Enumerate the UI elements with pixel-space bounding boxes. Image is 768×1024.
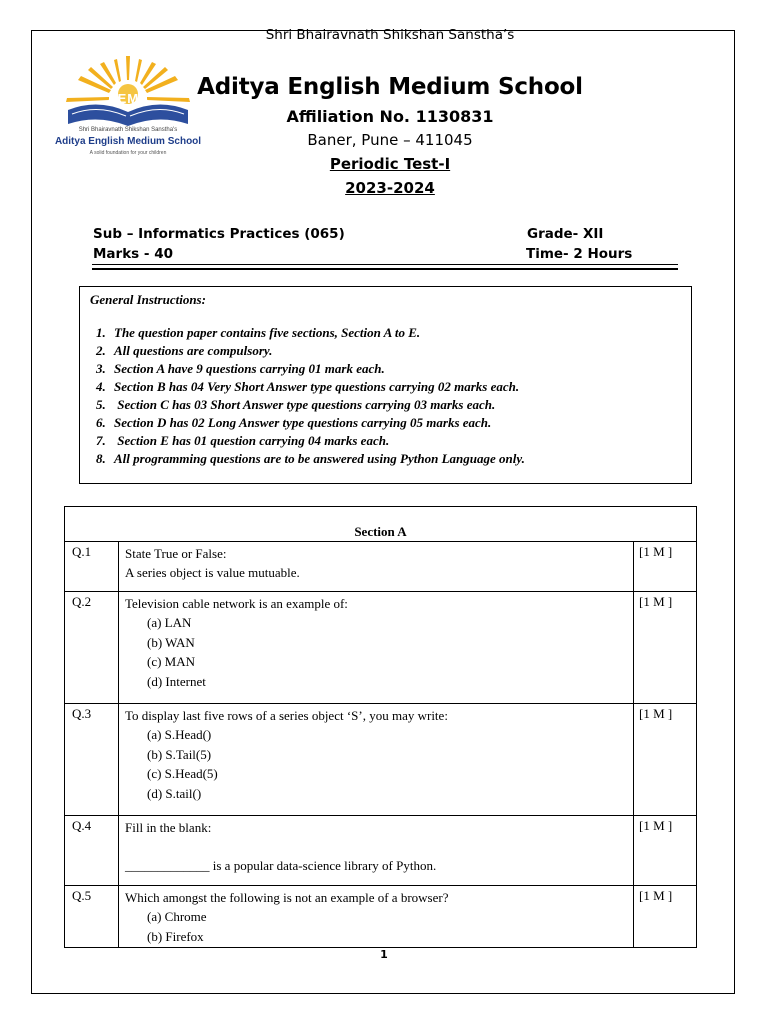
instruction-item bbox=[96, 414, 525, 432]
instruction-number: 7. bbox=[96, 433, 106, 448]
instruction-item bbox=[96, 342, 525, 360]
question-line: State True or False: bbox=[125, 546, 227, 561]
question-line: Fill in the blank: bbox=[125, 820, 212, 835]
answer-option: (d) Internet bbox=[147, 673, 206, 689]
instruction-number: 5. bbox=[96, 397, 106, 412]
answer-options bbox=[125, 907, 633, 946]
question-text bbox=[119, 542, 634, 592]
instructions-title: General Instructions: bbox=[90, 292, 206, 307]
instruction-text: All questions are compulsory. bbox=[114, 343, 273, 358]
section-title: Section A bbox=[65, 507, 697, 542]
question-line: _____________ is a popular data-science library of Python. bbox=[125, 858, 437, 873]
affiliation-number: Affiliation No. 1130831 bbox=[286, 107, 494, 126]
question-number: Q.5 bbox=[65, 886, 119, 948]
instruction-number: 6. bbox=[96, 415, 106, 430]
question-row bbox=[65, 816, 697, 886]
instruction-number: 8. bbox=[96, 451, 106, 466]
answer-option: (b) Firefox bbox=[147, 928, 204, 944]
school-address: Baner, Pune – 411045 bbox=[307, 131, 473, 149]
answer-option: (c) S.Head(5) bbox=[147, 766, 218, 781]
question-line bbox=[125, 837, 633, 856]
question-number: Q.3 bbox=[65, 704, 119, 816]
question-text bbox=[119, 592, 634, 704]
answer-option: (b) S.Tail(5) bbox=[147, 746, 212, 762]
instruction-item bbox=[96, 378, 525, 396]
test-name: Periodic Test-I bbox=[329, 155, 451, 173]
instruction-item bbox=[96, 360, 525, 378]
logo-abbreviation: AEMS bbox=[107, 91, 149, 106]
instruction-item bbox=[96, 324, 525, 342]
logo-trust-text: Shri Bhairavnath Shikshan Sanstha's bbox=[78, 127, 178, 133]
question-text bbox=[119, 816, 634, 886]
logo-tagline: A solid foundation for your children bbox=[89, 150, 167, 156]
instruction-text: Section A have 9 questions carrying 01 mark each. bbox=[114, 361, 385, 376]
instruction-number: 4. bbox=[96, 379, 106, 394]
logo-school-text: Aditya English Medium School bbox=[54, 136, 202, 147]
question-row bbox=[65, 592, 697, 704]
instruction-text: Section C has 03 Short Answer type questions carrying 03 marks each. bbox=[114, 397, 496, 412]
question-number: Q.2 bbox=[65, 592, 119, 704]
answer-option: (a) Chrome bbox=[147, 909, 207, 924]
book-icon bbox=[68, 104, 188, 126]
answer-options bbox=[125, 613, 633, 691]
instructions-list bbox=[96, 324, 525, 468]
answer-option: (d) S.tail() bbox=[147, 785, 202, 801]
trust-name: Shri Bhairavnath Shikshan Sanstha’s bbox=[265, 27, 515, 43]
section-a-table bbox=[64, 506, 697, 948]
instruction-text: The question paper contains five sections, Section A to E. bbox=[114, 325, 421, 340]
instruction-number: 3. bbox=[96, 361, 106, 376]
instruction-text: Section B has 04 Very Short Answer type questions carrying 02 marks each. bbox=[114, 379, 520, 394]
question-marks: [1 M ] bbox=[634, 704, 697, 816]
instruction-item bbox=[96, 396, 525, 414]
instruction-text: Section E has 01 question carrying 04 marks each. bbox=[114, 433, 390, 448]
school-name: Aditya English Medium School bbox=[197, 74, 583, 100]
instruction-item bbox=[96, 450, 525, 468]
question-text bbox=[119, 886, 634, 948]
question-number: Q.4 bbox=[65, 816, 119, 886]
subject: Sub – Informatics Practices (065) bbox=[93, 226, 345, 242]
instruction-item bbox=[96, 432, 525, 450]
answer-option: (c) MAN bbox=[147, 654, 196, 669]
answer-options bbox=[125, 725, 633, 803]
answer-option: (b) WAN bbox=[147, 634, 195, 650]
answer-option: (a) S.Head() bbox=[147, 727, 212, 742]
question-marks: [1 M ] bbox=[634, 816, 697, 886]
question-row bbox=[65, 542, 697, 592]
question-number: Q.1 bbox=[65, 542, 119, 592]
duration: Time- 2 Hours bbox=[526, 246, 633, 262]
instruction-text: All programming questions are to be answered using Python Language only. bbox=[114, 451, 525, 466]
instruction-text: Section D has 02 Long Answer type questions carrying 05 marks each. bbox=[114, 415, 492, 430]
total-marks: Marks - 40 bbox=[93, 246, 174, 262]
page-number: 1 bbox=[380, 948, 388, 961]
question-line: To display last five rows of a series object ‘S’, you may write: bbox=[125, 708, 448, 723]
question-row bbox=[65, 886, 697, 948]
question-marks: [1 M ] bbox=[634, 886, 697, 948]
instruction-number: 1. bbox=[96, 325, 106, 340]
question-marks: [1 M ] bbox=[634, 592, 697, 704]
header-divider bbox=[92, 264, 678, 270]
general-instructions bbox=[79, 286, 692, 484]
question-line: Which amongst the following is not an example of a browser? bbox=[125, 890, 449, 905]
instruction-number: 2. bbox=[96, 343, 106, 358]
grade: Grade- XII bbox=[527, 226, 604, 242]
academic-year: 2023-2024 bbox=[345, 179, 435, 197]
question-text bbox=[119, 704, 634, 816]
answer-option: (a) LAN bbox=[147, 615, 192, 630]
question-line: Television cable network is an example of: bbox=[125, 596, 348, 611]
question-line: A series object is value mutuable. bbox=[125, 565, 300, 580]
question-row bbox=[65, 704, 697, 816]
question-marks: [1 M ] bbox=[634, 542, 697, 592]
